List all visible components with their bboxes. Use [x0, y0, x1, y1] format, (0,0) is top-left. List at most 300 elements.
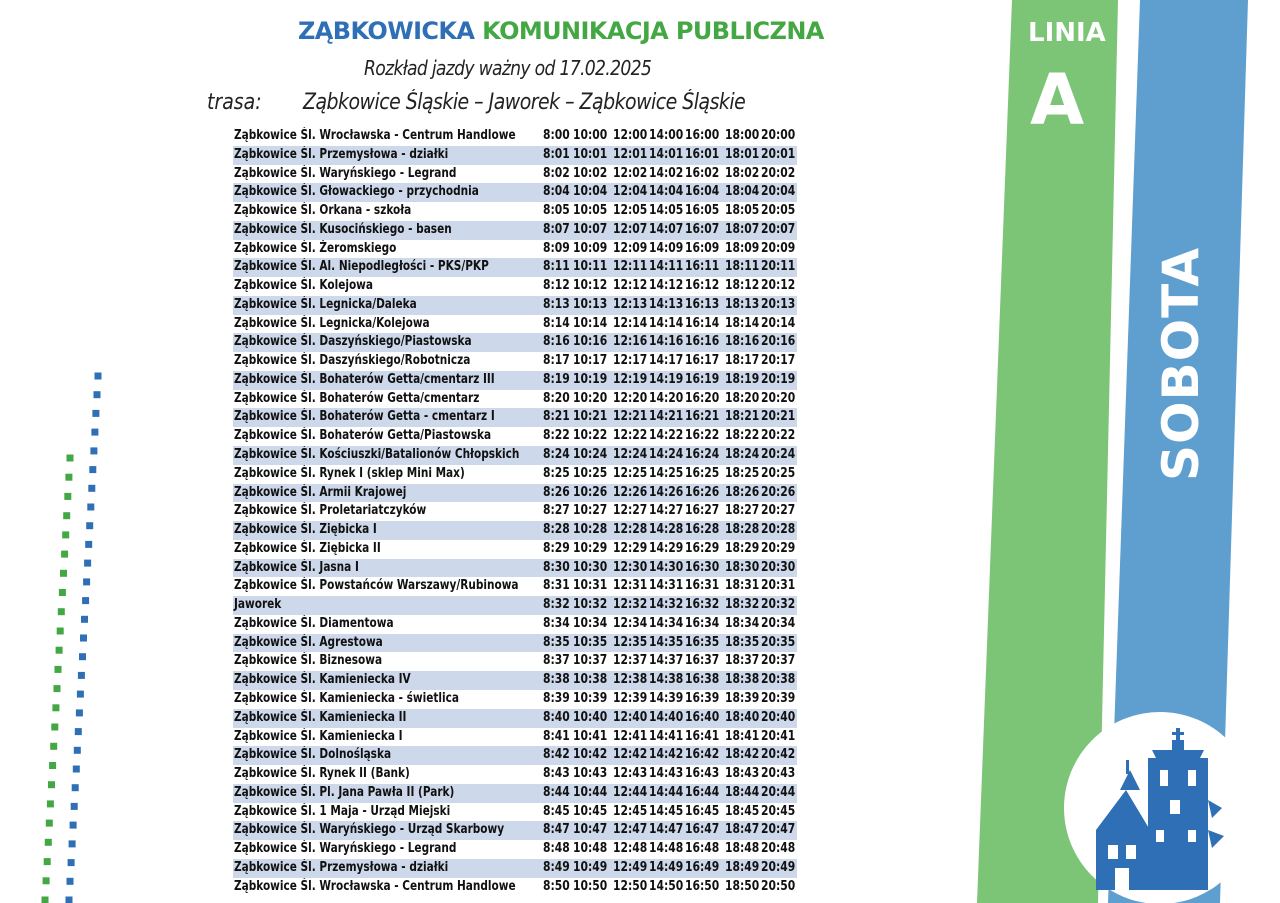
departure-time: 10:35 [573, 634, 608, 650]
table-row [233, 878, 797, 897]
departure-time: 12:32 [613, 597, 648, 613]
stop-name: Ząbkowice Śl. Przemysłowa - działki [234, 859, 449, 875]
departure-time: 12:26 [613, 484, 648, 500]
departure-time: 8:00 [543, 128, 570, 143]
departure-time: 14:40 [649, 709, 684, 725]
stop-name: Ząbkowice Śl. Kolejowa [234, 278, 374, 294]
departure-time: 14:29 [649, 540, 684, 556]
departure-time: 18:27 [725, 503, 760, 519]
departure-time: 10:45 [573, 803, 608, 819]
table-row [233, 521, 797, 540]
departure-time: 10:28 [573, 522, 608, 538]
departure-time: 14:21 [649, 409, 684, 425]
departure-time: 10:00 [573, 128, 608, 143]
departure-time: 12:48 [613, 841, 648, 857]
departure-time: 8:41 [543, 728, 570, 744]
departure-time: 20:37 [761, 653, 796, 669]
departure-time: 8:39 [543, 690, 570, 706]
departure-time: 18:43 [725, 766, 760, 782]
departure-time: 8:44 [543, 784, 570, 800]
departure-time: 18:29 [725, 540, 760, 556]
departure-time: 12:19 [613, 371, 648, 387]
departure-time: 20:11 [761, 259, 796, 275]
departure-time: 14:13 [649, 296, 684, 312]
departure-time: 10:43 [573, 766, 608, 782]
departure-time: 16:44 [685, 784, 720, 800]
departure-time: 10:41 [573, 728, 608, 744]
departure-time: 16:00 [685, 128, 720, 143]
title-part-2: KOMUNIKACJA PUBLICZNA [482, 17, 824, 45]
stop-name: Ząbkowice Śl. Diamentowa [234, 615, 394, 631]
departure-time: 8:40 [543, 709, 570, 725]
table-row [233, 408, 797, 427]
departure-time: 14:45 [649, 803, 684, 819]
stop-name: Ząbkowice Śl. Przemysłowa - działki [234, 146, 449, 162]
stop-name: Ząbkowice Śl. Biznesowa [234, 653, 383, 669]
stop-name: Ząbkowice Śl. Armii Krajowej [234, 484, 407, 500]
table-row [233, 746, 797, 765]
departure-time: 18:05 [725, 203, 760, 219]
departure-time: 12:11 [613, 259, 648, 275]
stop-name: Ząbkowice Śl. Kusocińskiego - basen [234, 221, 452, 237]
departure-time: 16:21 [685, 409, 720, 425]
departure-time: 14:11 [649, 259, 684, 275]
departure-time: 16:43 [685, 766, 720, 782]
timetable [233, 127, 797, 896]
departure-time: 16:49 [685, 859, 720, 875]
departure-time: 18:16 [725, 334, 760, 350]
departure-time: 20:43 [761, 766, 796, 782]
departure-time: 8:14 [543, 315, 570, 331]
departure-time: 20:01 [761, 146, 796, 162]
departure-time: 18:09 [725, 240, 760, 256]
departure-time: 16:19 [685, 371, 720, 387]
departure-time: 16:50 [685, 878, 720, 894]
departure-time: 18:07 [725, 221, 760, 237]
departure-time: 10:13 [573, 296, 608, 312]
departure-time: 18:19 [725, 371, 760, 387]
departure-time: 10:01 [573, 146, 608, 162]
line-label: LINIA [1028, 18, 1106, 48]
table-row [233, 258, 797, 277]
table-row [233, 840, 797, 859]
stop-name: Ząbkowice Śl. Jasna I [234, 559, 359, 575]
table-row [233, 240, 797, 259]
departure-time: 20:07 [761, 221, 796, 237]
table-row [233, 540, 797, 559]
stop-name: Ząbkowice Śl. Rynek I (sklep Mini Max) [234, 465, 465, 481]
stop-name: Ząbkowice Śl. Bohaterów Getta/Piastowska [234, 428, 492, 444]
departure-time: 10:40 [573, 709, 608, 725]
stop-name: Ząbkowice Śl. Waryńskiego - Legrand [234, 841, 457, 857]
departure-time: 8:28 [543, 522, 570, 538]
departure-time: 18:31 [725, 578, 760, 594]
departure-time: 10:21 [573, 409, 608, 425]
stop-name: Ząbkowice Śl. Kamieniecka II [234, 709, 407, 725]
departure-time: 20:26 [761, 484, 796, 500]
departure-time: 16:14 [685, 315, 720, 331]
line-letter: A [1030, 59, 1085, 141]
departure-time: 12:04 [613, 184, 648, 200]
departure-time: 10:50 [573, 878, 608, 894]
departure-time: 10:24 [573, 447, 608, 463]
departure-time: 16:20 [685, 390, 720, 406]
departure-time: 14:48 [649, 841, 684, 857]
table-row [233, 502, 797, 521]
table-row [233, 484, 797, 503]
table-row [233, 146, 797, 165]
departure-time: 8:29 [543, 540, 570, 556]
departure-time: 10:29 [573, 540, 608, 556]
stop-name: Ząbkowice Śl. Powstańców Warszawy/Rubinowa [234, 578, 519, 594]
table-row [233, 821, 797, 840]
departure-time: 8:04 [543, 184, 570, 200]
departure-time: 14:32 [649, 597, 684, 613]
stop-name: Ząbkowice Śl. Rynek II (Bank) [234, 766, 410, 782]
table-row [233, 221, 797, 240]
departure-time: 10:16 [573, 334, 608, 350]
departure-time: 14:39 [649, 690, 684, 706]
departure-time: 12:30 [613, 559, 648, 575]
table-row [233, 765, 797, 784]
departure-time: 20:14 [761, 315, 796, 331]
departure-time: 16:42 [685, 747, 720, 763]
departure-time: 16:30 [685, 559, 720, 575]
stop-name: Ząbkowice Śl. Bohaterów Getta - cmentarz I [234, 409, 495, 425]
table-row [233, 127, 797, 146]
departure-time: 14:31 [649, 578, 684, 594]
departure-time: 12:35 [613, 634, 648, 650]
departure-time: 16:16 [685, 334, 720, 350]
departure-time: 20:47 [761, 822, 796, 838]
departure-time: 14:42 [649, 747, 684, 763]
departure-time: 16:12 [685, 278, 720, 294]
departure-time: 18:35 [725, 634, 760, 650]
blue-dotted-line [66, 373, 102, 903]
stop-name: Ząbkowice Śl. Waryńskiego - Legrand [234, 165, 457, 181]
departure-time: 16:35 [685, 634, 720, 650]
stop-name: Ząbkowice Śl. Legnicka/Kolejowa [234, 315, 430, 331]
stop-name: Ząbkowice Śl. Legnicka/Daleka [234, 296, 417, 312]
departure-time: 12:29 [613, 540, 648, 556]
departure-time: 20:34 [761, 615, 796, 631]
stop-name: Ząbkowice Śl. Bohaterów Getta/cmentarz [234, 390, 480, 406]
departure-time: 16:41 [685, 728, 720, 744]
departure-time: 20:21 [761, 409, 796, 425]
departure-time: 20:04 [761, 184, 796, 200]
departure-time: 20:24 [761, 447, 796, 463]
departure-time: 14:38 [649, 672, 684, 688]
departure-time: 8:19 [543, 371, 570, 387]
stop-name: Ząbkowice Śl. Daszyńskiego/Robotnicza [234, 353, 471, 369]
departure-time: 12:05 [613, 203, 648, 219]
table-row [233, 690, 797, 709]
departure-time: 12:41 [613, 728, 648, 744]
stop-name: Ząbkowice Śl. Pl. Jana Pawła II (Park) [234, 784, 455, 800]
table-row [233, 202, 797, 221]
departure-time: 18:44 [725, 784, 760, 800]
departure-time: 14:30 [649, 559, 684, 575]
departure-time: 10:34 [573, 615, 608, 631]
departure-time: 10:27 [573, 503, 608, 519]
departure-time: 20:29 [761, 540, 796, 556]
departure-time: 14:00 [649, 128, 684, 143]
departure-time: 14:41 [649, 728, 684, 744]
departure-time: 16:31 [685, 578, 720, 594]
table-row [233, 615, 797, 634]
departure-time: 14:19 [649, 371, 684, 387]
departure-time: 20:45 [761, 803, 796, 819]
departure-time: 12:44 [613, 784, 648, 800]
departure-time: 8:07 [543, 221, 570, 237]
departure-time: 16:38 [685, 672, 720, 688]
departure-time: 18:47 [725, 822, 760, 838]
departure-time: 12:12 [613, 278, 648, 294]
departure-time: 10:30 [573, 559, 608, 575]
departure-time: 20:05 [761, 203, 796, 219]
departure-time: 18:32 [725, 597, 760, 613]
departure-time: 16:47 [685, 822, 720, 838]
departure-time: 8:34 [543, 615, 570, 631]
departure-time: 10:25 [573, 465, 608, 481]
departure-time: 18:42 [725, 747, 760, 763]
departure-time: 18:48 [725, 841, 760, 857]
departure-time: 8:13 [543, 296, 570, 312]
departure-time: 14:27 [649, 503, 684, 519]
departure-time: 20:41 [761, 728, 796, 744]
table-row [233, 352, 797, 371]
departure-time: 8:35 [543, 634, 570, 650]
departure-time: 14:44 [649, 784, 684, 800]
departure-time: 18:30 [725, 559, 760, 575]
departure-time: 12:43 [613, 766, 648, 782]
departure-time: 20:38 [761, 672, 796, 688]
departure-time: 14:37 [649, 653, 684, 669]
departure-time: 18:41 [725, 728, 760, 744]
departure-time: 20:28 [761, 522, 796, 538]
departure-time: 12:13 [613, 296, 648, 312]
validity-date: Rozkład jazdy ważny od 17.02.2025 [364, 56, 652, 80]
departure-time: 10:02 [573, 165, 608, 181]
table-row [233, 634, 797, 653]
departure-time: 20:48 [761, 841, 796, 857]
departure-time: 18:40 [725, 709, 760, 725]
stop-name: Ząbkowice Śl. Dolnośląska [234, 747, 392, 763]
departure-time: 14:07 [649, 221, 684, 237]
departure-time: 8:47 [543, 822, 570, 838]
departure-time: 12:00 [613, 128, 648, 143]
departure-time: 10:48 [573, 841, 608, 857]
stop-name: Ząbkowice Śl. Kamieniecka I [234, 728, 403, 744]
table-row [233, 671, 797, 690]
departure-time: 16:26 [685, 484, 720, 500]
stop-name: Ząbkowice Śl. Kamieniecka IV [234, 672, 411, 688]
departure-time: 16:29 [685, 540, 720, 556]
departure-time: 12:28 [613, 522, 648, 538]
title-part-1: ZĄBKOWICKA [298, 17, 475, 45]
departure-time: 18:22 [725, 428, 760, 444]
departure-time: 14:17 [649, 353, 684, 369]
departure-time: 16:32 [685, 597, 720, 613]
departure-time: 12:14 [613, 315, 648, 331]
departure-time: 20:31 [761, 578, 796, 594]
departure-time: 12:31 [613, 578, 648, 594]
stop-name: Ząbkowice Śl. Proletariatczyków [234, 503, 427, 519]
departure-time: 14:12 [649, 278, 684, 294]
table-row [233, 333, 797, 352]
departure-time: 20:39 [761, 690, 796, 706]
departure-time: 8:50 [543, 878, 570, 894]
departure-time: 8:11 [543, 259, 570, 275]
departure-time: 16:22 [685, 428, 720, 444]
town-emblem-icon [1064, 712, 1256, 903]
table-row [233, 803, 797, 822]
departure-time: 14:50 [649, 878, 684, 894]
table-row [233, 277, 797, 296]
departure-time: 14:05 [649, 203, 684, 219]
stop-name: Ząbkowice Śl. Głowackiego - przychodnia [234, 184, 479, 200]
departure-time: 18:25 [725, 465, 760, 481]
departure-time: 18:37 [725, 653, 760, 669]
departure-time: 8:05 [543, 203, 570, 219]
table-row [233, 371, 797, 390]
departure-time: 18:00 [725, 128, 760, 143]
departure-time: 12:07 [613, 221, 648, 237]
departure-time: 12:40 [613, 709, 648, 725]
departure-time: 14:20 [649, 390, 684, 406]
table-row [233, 446, 797, 465]
departure-time: 20:02 [761, 165, 796, 181]
departure-time: 14:24 [649, 447, 684, 463]
table-row [233, 183, 797, 202]
departure-time: 12:42 [613, 747, 648, 763]
departure-time: 18:26 [725, 484, 760, 500]
departure-time: 18:24 [725, 447, 760, 463]
departure-time: 10:14 [573, 315, 608, 331]
departure-time: 14:02 [649, 165, 684, 181]
departure-time: 14:28 [649, 522, 684, 538]
departure-time: 16:40 [685, 709, 720, 725]
departure-time: 10:42 [573, 747, 608, 763]
departure-time: 12:02 [613, 165, 648, 181]
departure-time: 10:39 [573, 690, 608, 706]
stop-name: Ząbkowice Śl. Orkana - szkoła [234, 203, 412, 219]
departure-time: 20:00 [761, 128, 796, 143]
departure-time: 14:25 [649, 465, 684, 481]
departure-time: 20:19 [761, 371, 796, 387]
stop-name: Ząbkowice Śl. Bohaterów Getta/cmentarz III [234, 371, 495, 387]
departure-time: 16:28 [685, 522, 720, 538]
departure-time: 12:16 [613, 334, 648, 350]
departure-time: 16:45 [685, 803, 720, 819]
departure-time: 12:50 [613, 878, 648, 894]
departure-time: 10:26 [573, 484, 608, 500]
departure-time: 20:09 [761, 240, 796, 256]
departure-time: 14:34 [649, 615, 684, 631]
departure-time: 12:27 [613, 503, 648, 519]
departure-time: 14:35 [649, 634, 684, 650]
table-row [233, 427, 797, 446]
departure-time: 14:04 [649, 184, 684, 200]
departure-time: 8:16 [543, 334, 570, 350]
departure-time: 12:38 [613, 672, 648, 688]
departure-time: 14:47 [649, 822, 684, 838]
departure-time: 10:38 [573, 672, 608, 688]
departure-time: 12:47 [613, 822, 648, 838]
page-title [298, 17, 824, 45]
stop-name: Ząbkowice Śl. Ziębicka II [234, 540, 381, 556]
departure-time: 16:37 [685, 653, 720, 669]
departure-time: 10:19 [573, 371, 608, 387]
departure-time: 8:30 [543, 559, 570, 575]
stop-name: Ząbkowice Śl. Kamieniecka - świetlica [234, 690, 459, 706]
departure-time: 8:22 [543, 428, 570, 444]
departure-time: 8:48 [543, 841, 570, 857]
departure-time: 14:49 [649, 859, 684, 875]
departure-time: 16:25 [685, 465, 720, 481]
departure-time: 10:32 [573, 597, 608, 613]
departure-time: 18:34 [725, 615, 760, 631]
departure-time: 8:45 [543, 803, 570, 819]
departure-time: 18:21 [725, 409, 760, 425]
table-row [233, 709, 797, 728]
departure-time: 10:22 [573, 428, 608, 444]
departure-time: 10:49 [573, 859, 608, 875]
departure-time: 20:13 [761, 296, 796, 312]
departure-time: 8:32 [543, 597, 570, 613]
departure-time: 8:38 [543, 672, 570, 688]
departure-time: 12:24 [613, 447, 648, 463]
departure-time: 20:32 [761, 597, 796, 613]
departure-time: 18:50 [725, 878, 760, 894]
table-row [233, 296, 797, 315]
departure-time: 16:34 [685, 615, 720, 631]
table-row [233, 465, 797, 484]
departure-time: 18:28 [725, 522, 760, 538]
departure-time: 18:38 [725, 672, 760, 688]
departure-time: 8:31 [543, 578, 570, 594]
departure-time: 8:43 [543, 766, 570, 782]
departure-time: 16:05 [685, 203, 720, 219]
departure-time: 8:12 [543, 278, 570, 294]
departure-time: 20:27 [761, 503, 796, 519]
green-dotted-line [42, 455, 74, 903]
table-row [233, 390, 797, 409]
departure-time: 16:02 [685, 165, 720, 181]
departure-time: 14:16 [649, 334, 684, 350]
departure-time: 18:39 [725, 690, 760, 706]
departure-time: 14:26 [649, 484, 684, 500]
departure-time: 10:20 [573, 390, 608, 406]
departure-time: 12:17 [613, 353, 648, 369]
departure-time: 14:22 [649, 428, 684, 444]
departure-time: 10:07 [573, 221, 608, 237]
departure-time: 8:27 [543, 503, 570, 519]
departure-time: 14:43 [649, 766, 684, 782]
departure-time: 14:01 [649, 146, 684, 162]
departure-time: 10:05 [573, 203, 608, 219]
departure-time: 10:11 [573, 259, 608, 275]
departure-time: 8:37 [543, 653, 570, 669]
departure-time: 14:09 [649, 240, 684, 256]
departure-time: 20:17 [761, 353, 796, 369]
departure-time: 12:09 [613, 240, 648, 256]
stop-name: Ząbkowice Śl. Ziębicka I [234, 522, 377, 538]
departure-time: 20:42 [761, 747, 796, 763]
departure-time: 8:20 [543, 390, 570, 406]
departure-time: 18:49 [725, 859, 760, 875]
departure-time: 20:35 [761, 634, 796, 650]
